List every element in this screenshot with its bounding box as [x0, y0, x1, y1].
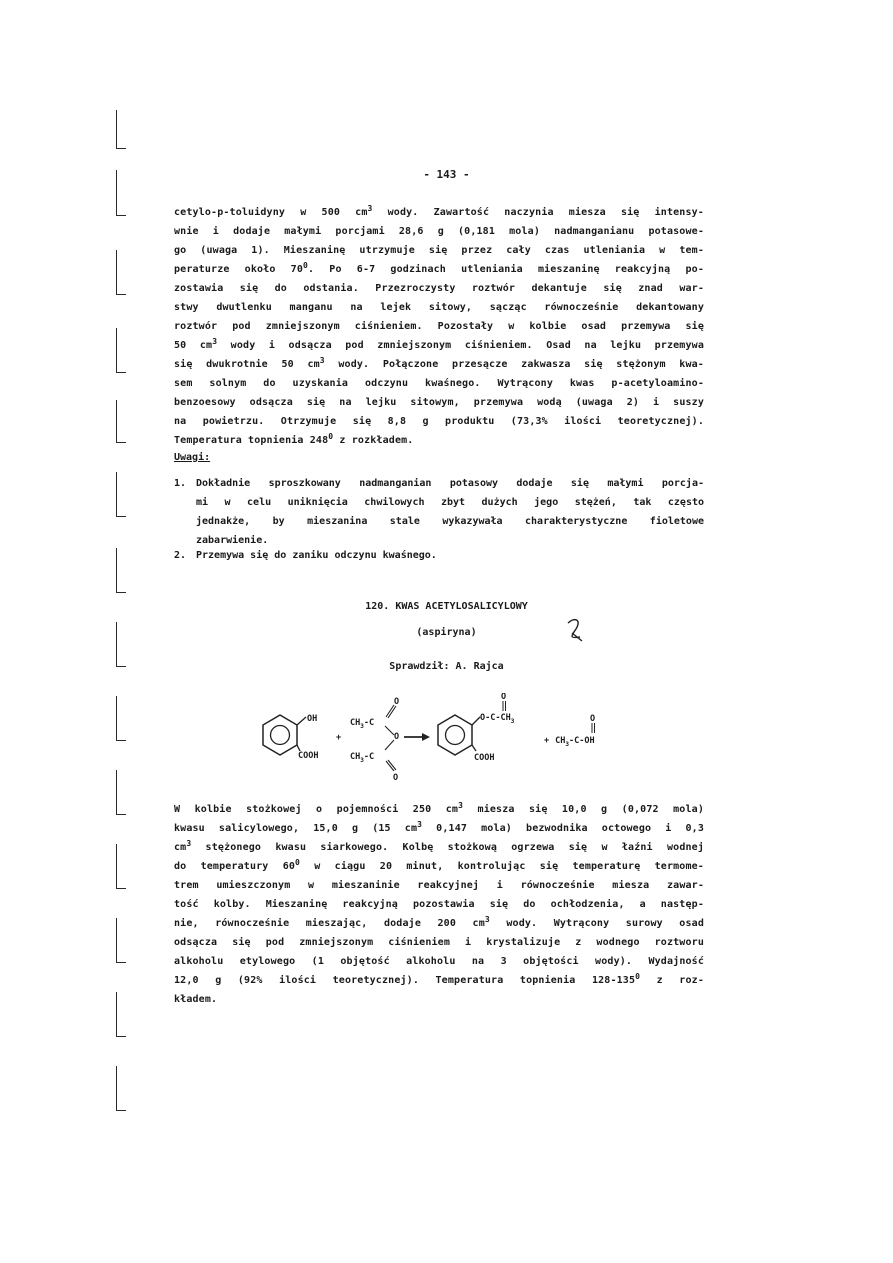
superscript: 3	[484, 915, 490, 924]
text-line	[174, 990, 704, 1009]
aspirin-structure	[438, 693, 515, 763]
text-segment: go (uwaga 1). Mieszaninę utrzymuje się przez cały czas utleniania w tem-	[174, 245, 704, 256]
text-segment: stężonego kwasu siarkowego. Kolbę stożkową ogrzewa się w łaźni wodnej	[191, 842, 704, 853]
text-segment: wody. Zawartość naczynia miesza się intensy-	[372, 207, 704, 218]
text-segment: trem umieszczonym w mieszaninie reakcyjnej i równocześnie miesza zawar-	[174, 880, 704, 891]
binding-mark	[116, 696, 126, 741]
text-segment: roztwór pod zmniejszonym ciśnieniem. Pozostały w kolbie osad przemywa się	[174, 321, 704, 332]
binding-mark	[116, 250, 126, 295]
text-segment: się dwukrotnie 50 cm	[174, 359, 320, 370]
text-line	[174, 279, 704, 298]
text-segment: stwy dwutlenku manganu na lejek sitowy, sącząc równocześnie dekantowany	[174, 302, 704, 313]
superscript: 0	[295, 858, 301, 867]
text-segment: wody. Wytrącony surowy osad	[489, 918, 704, 929]
text-segment: tość kolby. Mieszaninę reakcyjną pozostawia się do ochłodzenia, a następ-	[174, 899, 704, 910]
text-line	[174, 241, 704, 260]
binding-mark	[116, 992, 126, 1037]
text-segment: sem solnym do uzyskania odczynu kwaśnego. Wytrącony kwas p-acetyloamino-	[174, 378, 704, 389]
text-line	[174, 933, 704, 952]
text-line	[174, 800, 704, 819]
bridge-oxygen-label: O	[394, 732, 400, 742]
carboxyl-label: COOH	[298, 751, 319, 761]
text-line	[174, 317, 704, 336]
superscript: 0	[635, 972, 641, 981]
subscript: 3	[510, 718, 515, 725]
svg-text:CH3-C	[350, 752, 374, 764]
text-segment: benzoesowy odsącza się na lejku sitowym, przemywa wodą (uwaga 2) i suszy	[174, 397, 704, 408]
binding-mark	[116, 1066, 126, 1111]
text-segment: wody i odsącza pod zmniejszonym ciśnieniem. Osad na lejku przemywa	[217, 340, 704, 351]
text-segment: z roz-	[640, 975, 704, 986]
note-number: 2.	[174, 550, 187, 561]
oxygen-label: O	[501, 693, 507, 702]
superscript: 3	[212, 337, 218, 346]
superscript: 3	[417, 820, 423, 829]
text-segment: 50 cm	[174, 340, 213, 351]
superscript: 0	[328, 432, 334, 441]
text-segment: cm	[174, 842, 187, 853]
text-segment: nie, równocześnie mieszając, dodaje 200 cm	[174, 918, 485, 929]
notes-heading: Uwagi:	[174, 452, 211, 463]
subscript: 3	[360, 723, 364, 730]
carbonyl-carbon-label: -C	[363, 718, 375, 728]
carbonyl-carbon-label: -C	[363, 752, 375, 762]
oxygen-label: O	[394, 697, 400, 707]
text-line	[174, 222, 704, 241]
text-line	[174, 971, 704, 990]
text-line	[174, 393, 704, 412]
subscript: 3	[360, 757, 364, 764]
text-segment: 12,0 g (92% ilości teoretycznej). Temperatura topnienia 128-135	[174, 975, 636, 986]
text-segment: . Po 6-7 godzinach utleniania mieszaninę reakcyjną po-	[307, 264, 704, 275]
reaction-arrow	[404, 733, 430, 741]
svg-text:CH3-C	[350, 718, 374, 730]
note-line: zabarwienie.	[196, 535, 269, 546]
superscript: 3	[186, 839, 192, 848]
note-line: Przemywa się do zaniku odczynu kwaśnego.	[196, 550, 437, 561]
section-subtitle: (aspiryna)	[416, 627, 477, 638]
text-line	[174, 203, 704, 222]
text-segment: W kolbie stożkowej o pojemności 250 cm	[174, 804, 459, 815]
text-line	[174, 355, 704, 374]
binding-mark	[116, 844, 126, 889]
note-number: 1.	[174, 478, 187, 489]
text-line	[174, 819, 704, 838]
text-segment: miesza się 10,0 g (0,072 mola)	[463, 804, 704, 815]
paragraph-aspirin-procedure	[174, 800, 704, 1009]
svg-text:O-C-CH3	[480, 713, 515, 725]
superscript: 3	[319, 356, 325, 365]
binding-mark	[116, 110, 126, 149]
binding-mark	[116, 472, 126, 517]
text-line	[174, 857, 704, 876]
text-line	[174, 374, 704, 393]
text-line	[174, 952, 704, 971]
ester-label: O-C-CH	[480, 713, 511, 723]
text-segment: wnie i dodaje małymi porcjami 28,6 g (0,181 mola) nadmanganianu potasowe-	[174, 226, 704, 237]
text-line	[174, 914, 704, 933]
methyl-label: CH	[350, 752, 361, 762]
oxygen-label: O	[393, 773, 399, 783]
svg-text:+CH3-C-OH	[544, 736, 595, 748]
text-segment: z rozkładem.	[333, 435, 414, 446]
note-text	[196, 474, 704, 550]
acetic-anhydride-structure	[350, 697, 399, 783]
subscript: 3	[565, 741, 569, 748]
methyl-label: CH	[555, 736, 566, 746]
plus-sign: +	[544, 736, 550, 746]
text-line	[174, 876, 704, 895]
text-segment: peraturze około 70	[174, 264, 304, 275]
binding-mark	[116, 548, 126, 593]
text-line	[174, 260, 704, 279]
superscript: 3	[458, 801, 464, 810]
plus-sign: +	[336, 733, 342, 743]
text-line	[174, 298, 704, 317]
oxygen-label: O	[590, 714, 596, 724]
paragraph-oxidation	[174, 203, 704, 450]
text-segment: odsącza się pod zmniejszonym ciśnieniem i krystalizuje z wodnego roztworu	[174, 937, 704, 948]
checked-by: Sprawdził: A. Rajca	[389, 661, 504, 672]
binding-mark	[116, 770, 126, 815]
reaction-scheme	[250, 693, 650, 783]
methyl-label: CH	[350, 718, 361, 728]
superscript: 0	[303, 261, 308, 270]
note-text	[196, 546, 704, 565]
section-title: 120. KWAS ACETYLOSALICYLOWY	[365, 601, 528, 612]
note-line: jednakże, by mieszanina stale wykazywała charakterystyczne fioletowe	[196, 516, 704, 527]
binding-mark	[116, 400, 126, 443]
note-line: mi w celu uniknięcia chwilowych zbyt dużych jego stężeń, tak często	[196, 497, 704, 508]
superscript: 3	[367, 204, 373, 213]
text-segment: zostawia się do odstania. Przezroczysty roztwór dekantuje się znad war-	[174, 283, 704, 294]
acid-group-label: -C-OH	[569, 736, 595, 746]
page-number: - 143 -	[423, 168, 470, 181]
note-line: Dokładnie sproszkowany nadmanganian potasowy dodaje się małymi porcja-	[196, 478, 704, 489]
handwritten-mark	[560, 615, 590, 645]
carboxyl-label: COOH	[474, 753, 495, 763]
text-segment: Temperatura topnienia 248	[174, 435, 329, 446]
binding-mark	[116, 328, 126, 373]
text-line	[174, 412, 704, 431]
salicylic-acid-structure	[263, 714, 318, 761]
text-line	[174, 895, 704, 914]
text-segment: na powietrzu. Otrzymuje się 8,8 g produktu (73,3% ilości teoretycznej).	[174, 416, 704, 427]
text-segment: kładem.	[174, 994, 218, 1005]
text-segment: wody. Połączone przesącze zakwasza się stężonym kwa-	[324, 359, 704, 370]
acetic-acid-structure	[544, 714, 595, 748]
text-segment: cetylo-p-toluidyny w 500 cm	[174, 207, 368, 218]
text-line	[174, 431, 704, 450]
hydroxyl-label: OH	[307, 714, 318, 724]
text-line	[174, 336, 704, 355]
binding-mark	[116, 918, 126, 963]
text-segment: w ciągu 20 minut, kontrolując się temperaturę termome-	[300, 861, 704, 872]
text-segment: kwasu salicylowego, 15,0 g (15 cm	[174, 823, 418, 834]
text-line	[174, 838, 704, 857]
text-segment: alkoholu etylowego (1 objętość alkoholu na 3 objętości wody). Wydajność	[174, 956, 704, 967]
text-segment: do temperatury 60	[174, 861, 296, 872]
text-segment: 0,147 mola) bezwodnika octowego i 0,3	[422, 823, 704, 834]
